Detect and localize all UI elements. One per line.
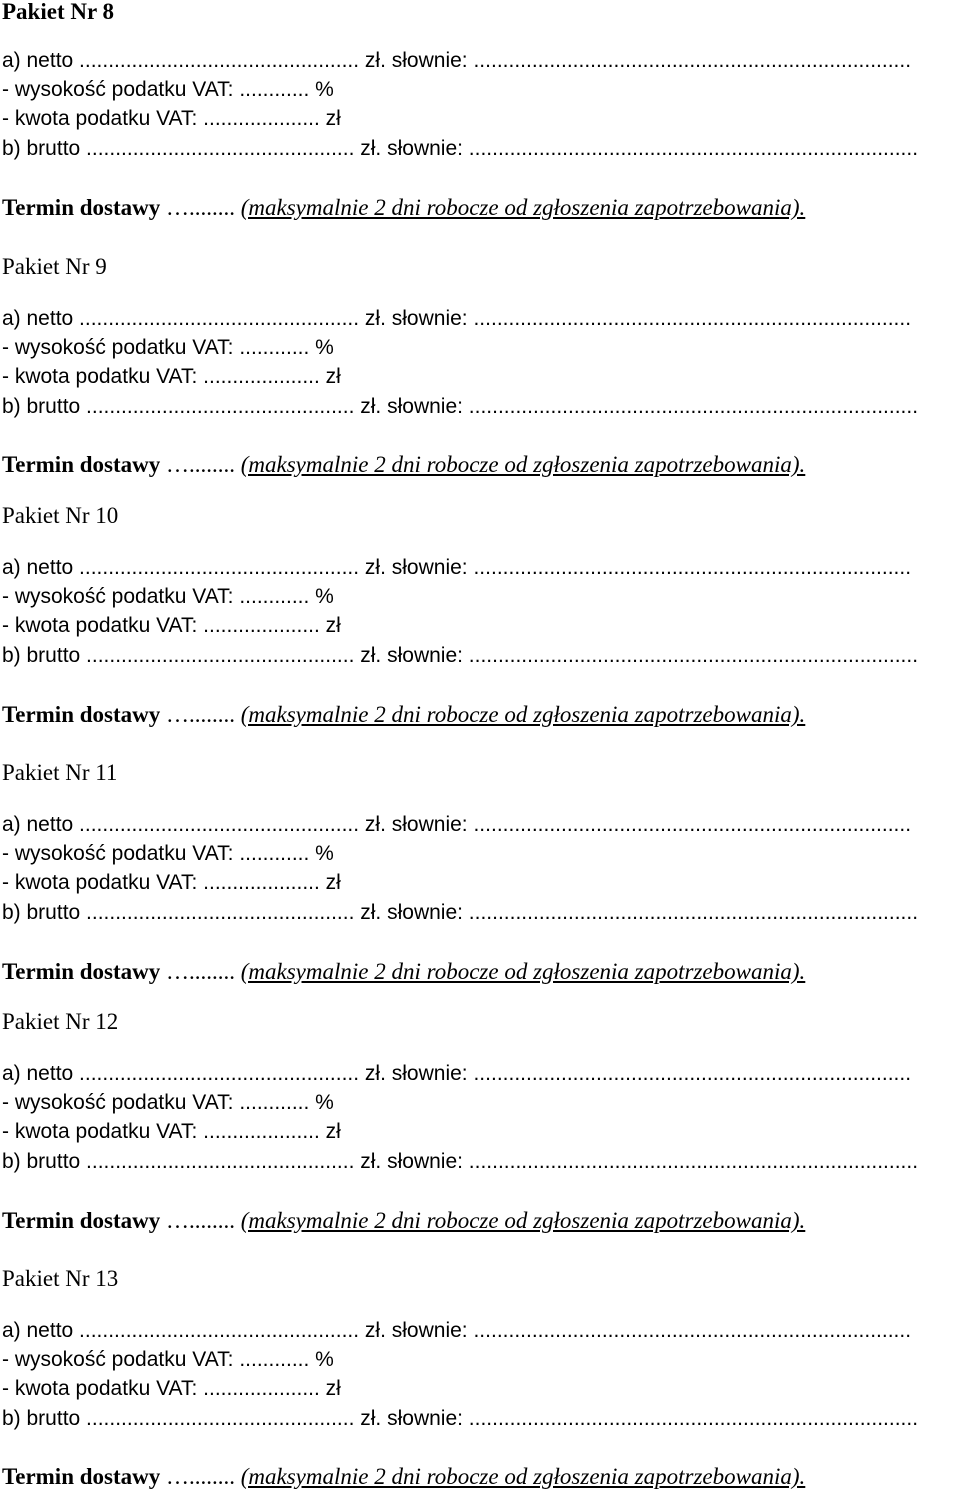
netto-line: a) netto ................................................ zł. słownie: ........................................................................... (2, 307, 912, 330)
termin-label: Termin dostawy (2, 702, 161, 727)
pakiet-section (2, 1266, 960, 1489)
vat-rate-line: - wysokość podatku VAT: ............ % (2, 1348, 334, 1372)
termin-dostawy-line (2, 452, 805, 478)
brutto-line: b) brutto .............................................. zł. słownie: ............................................................................. (2, 900, 919, 924)
vat-amount-line: - kwota podatku VAT: .................... zł (2, 1377, 341, 1401)
pakiet-title: Pakiet Nr 9 (2, 254, 107, 279)
pakiet-title: Pakiet Nr 8 (2, 0, 115, 24)
brutto-line: b) brutto .............................................. zł. słownie: ............................................................................. (2, 1149, 919, 1173)
vat-rate-line: - wysokość podatku VAT: ............ % (2, 842, 334, 866)
termin-dostawy-line (2, 1208, 805, 1234)
vat-rate-line: - wysokość podatku VAT: ............ % (2, 78, 334, 102)
brutto-line: b) brutto .............................................. zł. słownie: ............................................................................. (2, 136, 919, 160)
termin-dots: …........ (160, 1208, 241, 1233)
termin-note: (maksymalnie 2 dni robocze od zgłoszenia zapotrzebowania). (240, 452, 806, 477)
pakiet-section (2, 254, 960, 477)
brutto-line: b) brutto .............................................. zł. słownie: ............................................................................. (2, 1406, 919, 1430)
vat-amount-line: - kwota podatku VAT: .................... zł (2, 1120, 341, 1144)
termin-dostawy-line (2, 1464, 805, 1490)
termin-note: (maksymalnie 2 dni robocze od zgłoszenia zapotrzebowania). (240, 1208, 806, 1233)
termin-label: Termin dostawy (2, 1208, 161, 1233)
termin-dostawy-line (2, 959, 805, 985)
termin-dots: …........ (160, 452, 241, 477)
brutto-line: b) brutto .............................................. zł. słownie: ............................................................................. (2, 643, 919, 667)
termin-dostawy-line (2, 702, 805, 728)
pakiet-section (2, 1009, 960, 1233)
pakiet-title: Pakiet Nr 13 (2, 1266, 119, 1291)
pakiet-title: Pakiet Nr 12 (2, 1009, 119, 1034)
pakiet-section (2, 0, 960, 220)
netto-line: a) netto ................................................ zł. słownie: ........................................................................... (2, 813, 912, 836)
vat-rate-line: - wysokość podatku VAT: ............ % (2, 1091, 334, 1115)
termin-note: (maksymalnie 2 dni robocze od zgłoszenia zapotrzebowania). (240, 959, 806, 984)
termin-label: Termin dostawy (2, 452, 161, 477)
vat-amount-line: - kwota podatku VAT: .................... zł (2, 614, 341, 638)
pakiet-section (2, 760, 960, 984)
termin-label: Termin dostawy (2, 1464, 161, 1489)
pakiet-section (2, 503, 960, 727)
termin-dots: …........ (160, 195, 241, 220)
termin-note: (maksymalnie 2 dni robocze od zgłoszenia zapotrzebowania). (240, 1464, 806, 1489)
termin-dostawy-line (2, 195, 805, 221)
netto-line: a) netto ................................................ zł. słownie: ........................................................................... (2, 49, 912, 72)
vat-amount-line: - kwota podatku VAT: .................... zł (2, 107, 341, 131)
pakiet-title: Pakiet Nr 10 (2, 503, 119, 528)
netto-line: a) netto ................................................ zł. słownie: ........................................................................... (2, 556, 912, 579)
netto-line: a) netto ................................................ zł. słownie: ........................................................................... (2, 1062, 912, 1085)
vat-rate-line: - wysokość podatku VAT: ............ % (2, 585, 334, 609)
termin-label: Termin dostawy (2, 959, 161, 984)
vat-amount-line: - kwota podatku VAT: .................... zł (2, 871, 341, 895)
vat-rate-line: - wysokość podatku VAT: ............ % (2, 336, 334, 360)
termin-dots: …........ (160, 1464, 241, 1489)
pakiet-title: Pakiet Nr 11 (2, 760, 118, 785)
termin-note: (maksymalnie 2 dni robocze od zgłoszenia zapotrzebowania). (240, 195, 806, 220)
brutto-line: b) brutto .............................................. zł. słownie: ............................................................................. (2, 394, 919, 418)
termin-dots: …........ (160, 702, 241, 727)
netto-line: a) netto ................................................ zł. słownie: ........................................................................... (2, 1319, 912, 1342)
termin-label: Termin dostawy (2, 195, 161, 220)
termin-note: (maksymalnie 2 dni robocze od zgłoszenia zapotrzebowania). (240, 702, 806, 727)
termin-dots: …........ (160, 959, 241, 984)
vat-amount-line: - kwota podatku VAT: .................... zł (2, 365, 341, 389)
